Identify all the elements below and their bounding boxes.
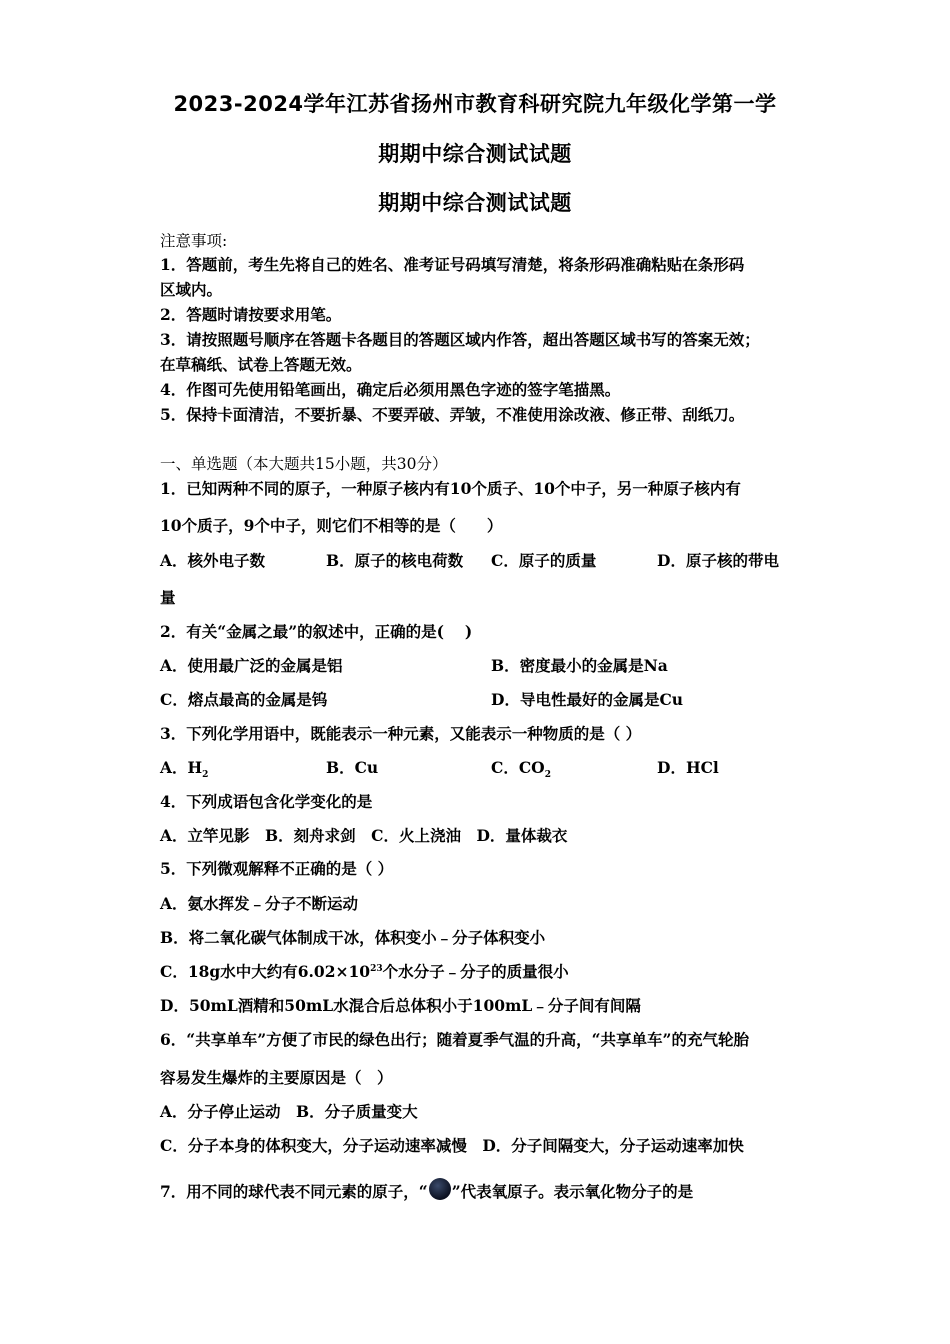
question-1-stem: 1．已知两种不同的原子，一种原子核内有10个质子、10个中子，另一种原子核内有 [160,479,741,498]
question-5-stem: 5．下列微观解释不正确的是（ ） [160,859,394,878]
notice-line: 区域内。 [160,280,223,299]
notice-line: 在草稿纸、试卷上答题无效。 [160,355,362,374]
notice-line: 4．作图可先使用铅笔画出，确定后必须用黑色字迹的签字笔描黑。 [160,380,621,399]
notice-line: 5．保持卡面清洁，不要折暴、不要弄破、弄皱，不准使用涂改液、修正带、刮纸刀。 [160,405,745,424]
question-4-stem: 4．下列成语包含化学变化的是 [160,792,373,811]
question-5-option-b: B．将二氧化碳气体制成干冰，体积变小﹣分子体积变小 [160,928,546,947]
question-1-option-b: B．原子的核电荷数 [326,551,464,570]
notice-line: 2．答题时请按要求用笔。 [160,305,342,324]
question-1-option-d-cont: 量 [160,588,176,607]
question-1-option-c: C．原子的质量 [491,551,597,570]
question-3-option-d: D．HCl [657,758,719,777]
question-3-option-b: B．Cu [326,758,379,777]
section-heading: 一、单选题（本大题共15小题，共30分） [160,455,448,473]
question-3-option-c: C．$CO_2$ [491,758,551,781]
question-4-options: A．立竿见影 B．刻舟求剑 C．火上浇油 D．量体裁衣 [160,826,568,845]
notice-heading: 注意事项: [160,232,228,250]
question-5-option-c: C．18g水中大约有$6.02\times 10^{23}$个水分子﹣分子的质量很小 [160,962,569,981]
document-title-line2: 期期中综合测试试题 [378,142,572,166]
question-5-option-a: A．氨水挥发﹣分子不断运动 [160,894,359,913]
question-1-option-a: A．核外电子数 [160,551,266,570]
question-6-stem: 6．“共享单车”方便了市民的绿色出行；随着夏季气温的升高，“共享单车”的充气轮胎 [160,1030,749,1049]
question-3-option-a: A．$H_2$ [160,758,209,781]
question-2-option-b: B．密度最小的金属是Na [491,656,668,675]
notice-line: 3．请按照题号顺序在答题卡各题目的答题区域内作答，超出答题区域书写的答案无效； [160,330,760,349]
question-1-stem-cont: 10个质子，9个中子，则它们不相等的是（ ） [160,516,503,535]
question-7-stem: 7．用不同的球代表不同元素的原子，“ ”代表氧原子。表示氧化物分子的是 [160,1178,693,1202]
question-2-option-a: A．使用最广泛的金属是铝 [160,656,343,675]
question-1-option-d: D．原子核的带电 [657,551,779,570]
question-2-option-d: D．导电性最好的金属是Cu [491,690,684,709]
question-2-option-c: C．熔点最高的金属是钨 [160,690,328,709]
question-6-stem-cont: 容易发生爆炸的主要原因是（ ） [160,1068,393,1087]
question-6-options-ab: A．分子停止运动 B．分子质量变大 [160,1102,418,1121]
question-5-option-d: D．50mL酒精和50mL水混合后总体积小于100mL﹣分子间有间隔 [160,996,641,1015]
question-2-stem: 2．有关“金属之最”的叙述中，正确的是( ) [160,622,473,641]
notice-line: 1．答题前，考生先将自己的姓名、准考证号码填写清楚，将条形码准确粘贴在条形码 [160,255,745,274]
oxygen-atom-ball-icon [429,1178,451,1200]
question-6-options-cd: C．分子本身的体积变大，分子运动速率减慢 D．分子间隔变大，分子运动速率加快 [160,1136,744,1155]
document-title-line1: 2023-2024学年江苏省扬州市教育科研究院九年级化学第一学 [173,92,777,116]
question-3-stem: 3．下列化学用语中，既能表示一种元素，又能表示一种物质的是（ ） [160,724,642,743]
document-title-line3: 期期中综合测试试题 [378,191,572,215]
